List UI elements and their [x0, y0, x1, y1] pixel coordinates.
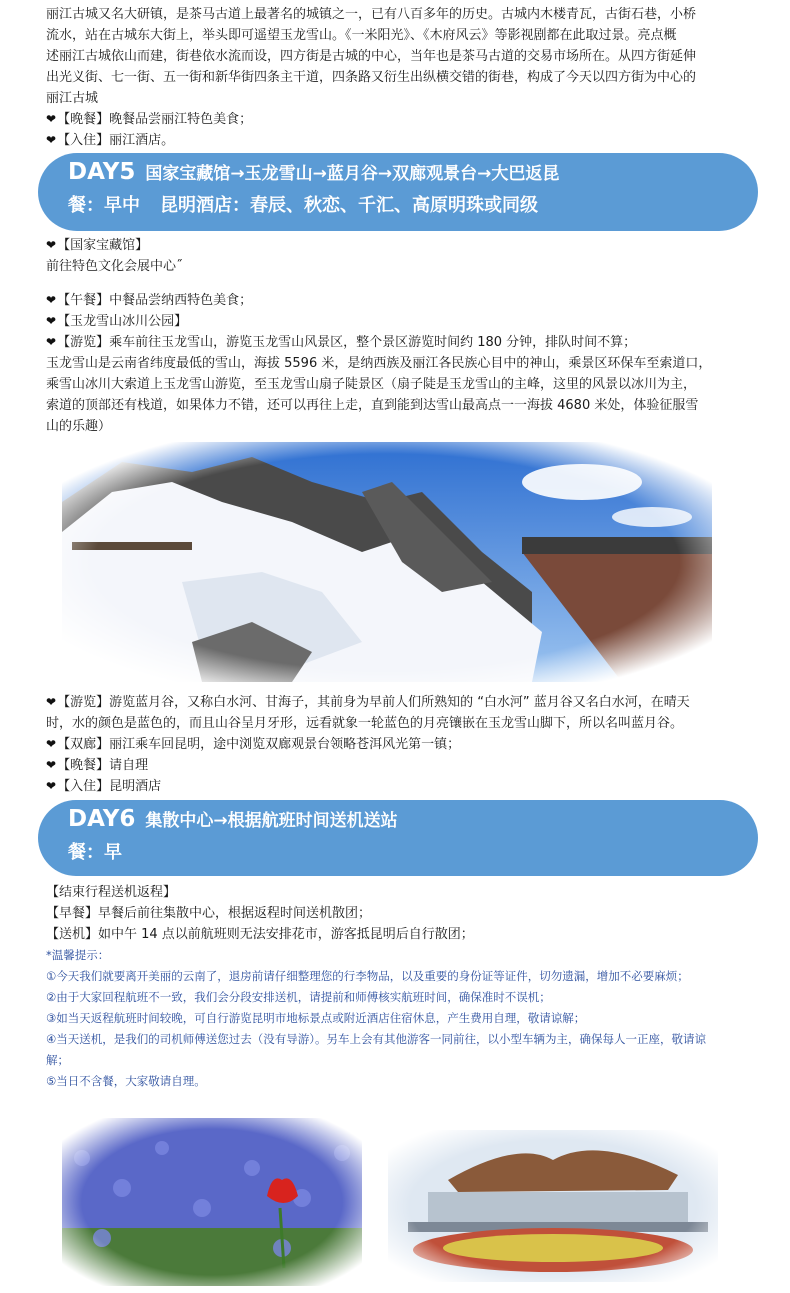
heart-icon: ❤	[46, 695, 57, 709]
day6-item: 【送机】如中午 14 点以前航班则无法安排花市，游客抵昆明后自行散团；	[46, 927, 474, 942]
heart-icon: ❤	[46, 758, 57, 772]
day5-items-2	[46, 290, 768, 437]
tips-title: *温馨提示：	[46, 948, 110, 962]
day5-item: ❤【游览】乘车前往玉龙雪山，游览玉龙雪山风景区，整个景区游览时间约 180 分钟，排队时间不算；	[46, 335, 637, 350]
day5-after-line: 时，水的颜色是蓝色的，而且山谷呈月牙形，远看就象一轮蓝色的月亮镶嵌在玉龙雪山脚下，所以名叫蓝月谷。	[46, 716, 684, 731]
tip-item: ②由于大家回程航班不一致，我们会分段安排送机，请提前和师傅核实航班时间，确保准时不误机；	[46, 990, 551, 1004]
tip-item: ⑤当日不含餐，大家敬请自理。	[46, 1074, 206, 1088]
intro-line: 流水，站在古城东大街上，举头即可遥望玉龙雪山。《一米阳光》、《木府风云》等影视剧都在此取过景。亮点概	[46, 28, 677, 43]
day6-items	[46, 882, 768, 1092]
snow-mountain-illustration	[62, 442, 712, 682]
tip-item: ③如当天返程航班时间较晚，可自行游览昆明市地标景点或附近酒店住宿休息，产生费用自理，敬请谅解；	[46, 1011, 586, 1025]
day6-item: 【早餐】早餐后前往集散中心，根据返程时间送机散团；	[46, 906, 372, 921]
heart-icon: ❤	[46, 133, 57, 147]
day5-desc-line: 山的乐趣）	[46, 419, 112, 434]
day5-meals: 餐：早中	[68, 195, 140, 216]
day6-meals: 餐：早	[68, 842, 122, 863]
day5-after-item: ❤【双廊】丽江乘车回昆明，途中浏览双廊观景台领略苍洱风光第一镇；	[46, 737, 461, 752]
day6-route: 集散中心→根据航班时间送机送站	[145, 811, 398, 831]
day5-item: ❤【玉龙雪山冰川公园】	[46, 314, 188, 329]
day5-after-item: ❤【入住】昆明酒店	[46, 779, 162, 794]
jade-dragon-snow-mountain-photo	[62, 442, 712, 682]
intro-line: 出光义街、七一街、五一街和新华街四条主干道，四条路又衍生出纵横交错的街巷，构成了今天以四方街为中心的	[46, 70, 697, 85]
day5-after	[46, 692, 768, 797]
heart-icon: ❤	[46, 737, 57, 751]
kunming-airport-photo	[388, 1130, 718, 1282]
heart-icon: ❤	[46, 779, 57, 793]
day5-after-item: ❤【晚餐】请自理	[46, 758, 149, 773]
day5-desc-line: 玉龙雪山是云南省纬度最低的雪山，海拔 5596 米，是纳西族及丽江各民族心目中的神山，乘景区环保车至索道口，	[46, 356, 712, 371]
day5-number: DAY5	[68, 159, 136, 185]
day6-number: DAY6	[68, 806, 136, 832]
intro-dinner: ❤【晚餐】晚餐品尝丽江特色美食；	[46, 112, 253, 127]
tip-item: ①今天我们就要离开美丽的云南了，退房前请仔细整理您的行李物品，以及重要的身份证等证件，切勿遗漏，增加不必要麻烦；	[46, 969, 689, 983]
heart-icon: ❤	[46, 335, 57, 349]
intro-section	[46, 4, 768, 151]
day5-banner	[38, 153, 758, 231]
day6-item: 【结束行程送机返程】	[46, 885, 177, 900]
tulip-field-photo	[62, 1118, 362, 1286]
tulip-illustration	[62, 1118, 362, 1286]
intro-line: 丽江古城又名大研镇，是茶马古道上最著名的城镇之一，已有八百多年的历史。古城内木楼青瓦，古街石巷，小桥	[46, 7, 697, 22]
tip-item: ④当天送机，是我们的司机师傅送您过去（没有导游）。另车上会有其他游客一同前往，以小型车辆为主，确保每人一正座，敬请谅	[46, 1032, 707, 1046]
day5-route: 国家宝藏馆→玉龙雪山→蓝月谷→双廊观景台→大巴返昆	[145, 164, 560, 184]
day5-items	[46, 235, 768, 277]
heart-icon: ❤	[46, 238, 57, 252]
heart-icon: ❤	[46, 314, 57, 328]
tip-item: 解；	[46, 1053, 69, 1067]
day6-banner	[38, 800, 758, 876]
airport-illustration	[388, 1130, 718, 1282]
day6-title-row	[68, 806, 398, 832]
day5-meal-row	[68, 191, 538, 217]
day5-desc-line: 索道的顶部还有栈道，如果体力不错，还可以再往上走，直到能到达雪山最高点一一海拔 4680 米处，体验征服雪	[46, 398, 699, 413]
intro-line: 丽江古城	[46, 91, 99, 106]
intro-line: 述丽江古城依山而建，街巷依水流而设，四方街是古城的中心，当年也是茶马古道的交易市场所在。从四方街延伸	[46, 49, 697, 64]
day5-after-line: ❤【游览】游览蓝月谷，又称白水河、甘海子，其前身为早前人们所熟知的 “白水河” 蓝月谷又名白水河，在晴天	[46, 695, 690, 710]
day5-item: 前往特色文化会展中心˝	[46, 259, 183, 274]
intro-stay: ❤【入住】丽江酒店。	[46, 133, 175, 148]
day5-hotel: 昆明酒店：春辰、秋恋、千汇、高原明珠或同级	[160, 195, 538, 216]
day5-title-row	[68, 159, 559, 185]
day5-desc-line: 乘雪山冰川大索道上玉龙雪山游览，至玉龙雪山扇子陡景区（扇子陡是玉龙雪山的主峰，这里的风景以冰川为主，	[46, 377, 697, 392]
day5-item: ❤【国家宝藏馆】	[46, 238, 149, 253]
day5-item: ❤【午餐】中餐品尝纳西特色美食；	[46, 293, 253, 308]
heart-icon: ❤	[46, 112, 57, 126]
heart-icon: ❤	[46, 293, 57, 307]
day6-meal-row	[68, 838, 122, 864]
